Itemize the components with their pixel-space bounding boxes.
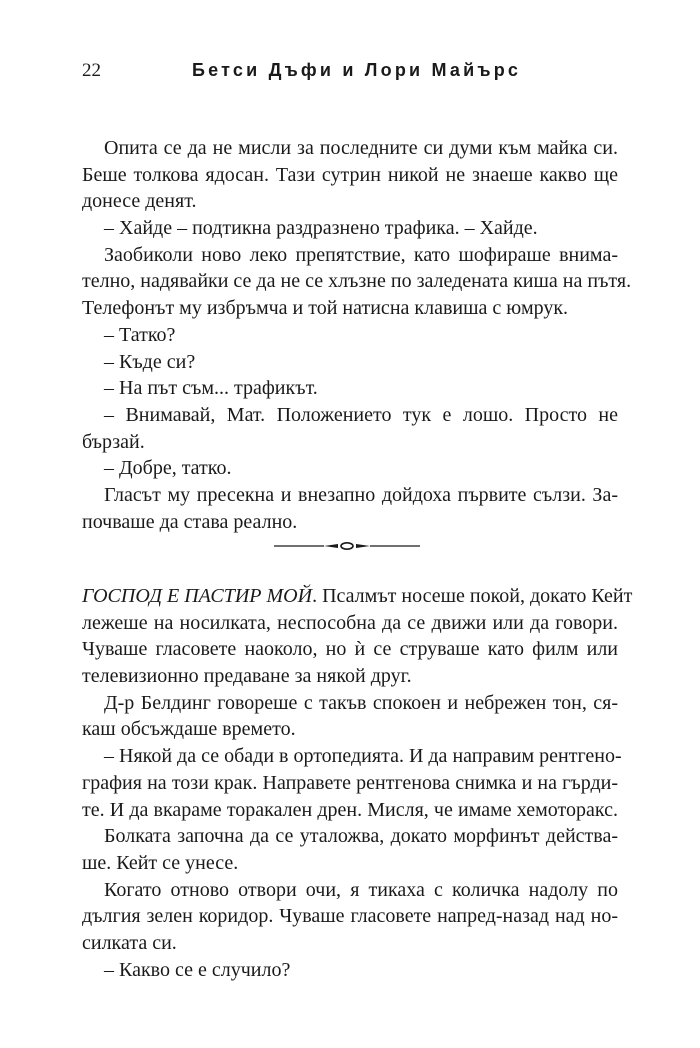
text-line: Беше толкова ядосан. Тази сутрин никой не знаеше какво ще [82,163,618,186]
text-line: каш обсъждаше времето. [82,718,296,741]
text-fragment: . Псалмът носеше покой, докато Кейт [312,585,633,607]
section-break-ornament [272,536,422,556]
text-line: – Добре, татко. [104,457,232,480]
ornament-center-ring [341,543,353,549]
text-line: телевизионно предаване за някой друг. [82,665,412,688]
text-line: донесе денят. [82,190,197,213]
text-line [82,583,633,610]
text-line: дългия зелен коридор. Чуваше гласовете напред-назад над но- [82,905,618,928]
text-line: – На път съм... трафикът. [104,377,318,400]
ornament-left-point [324,544,338,548]
text-line: – Внимавай, Мат. Положението тук е лошо. Просто не [104,403,618,426]
text-line: телно, надявайки се да не се хлъзне по заледената киша на пътя. [82,270,632,293]
text-line: почваше да става реално. [82,510,298,533]
psalm-quote: ГОСПОД Е ПАСТИР МОЙ [82,585,313,607]
text-line: те. И да вкараме торакален дрен. Мисля, че имаме хемоторакс. [82,798,618,821]
running-head [82,60,618,86]
text-line: лежеше на носилката, неспособна да се движи или да говори. [82,611,618,634]
text-line: Телефонът му избръмча и той натисна клавиша с юмрук. [82,297,569,320]
text-line: – Татко? [104,323,176,346]
section-one-text [82,135,632,535]
text-line: бързай. [82,430,145,453]
ornament-right-point [356,544,370,548]
text-line: Опита се да не мисли за последните си думи към майка си. [104,137,618,159]
section-two-text [82,583,633,983]
text-line: графия на този крак. Направете рентгенова снимка и на гърди- [82,771,618,794]
text-line: Гласът му пресекна и внезапно дойдоха първите сълзи. За- [104,483,618,506]
text-line: – Къде си? [104,350,196,373]
text-line: силката си. [82,931,177,954]
text-line: – Някой да се обади в ортопедията. И да направим рентгено- [104,745,622,768]
text-line: – Какво се е случило? [104,958,291,981]
text-line: Чуваше гласовете наоколо, но ѝ се струваше като филм или [82,638,618,661]
text-line: – Хайде – подтикна раздразнено трафика. – Хайде. [104,217,538,240]
text-line: Д-р Белдинг говореше с такъв спокоен и небрежен тон, ся- [104,691,618,714]
book-title: Бетси Дъфи и Лори Майърс [192,60,522,80]
text-line: Когато отново отвори очи, я тикаха с количка надолу по [104,878,618,901]
text-line: ше. Кейт се унесе. [82,851,239,874]
text-line: Болката започна да се уталожва, докато морфинът действа- [104,825,618,848]
page-number: 22 [82,60,101,81]
text-line: Заобиколи ново леко препятствие, като шофираше внима- [104,243,618,266]
